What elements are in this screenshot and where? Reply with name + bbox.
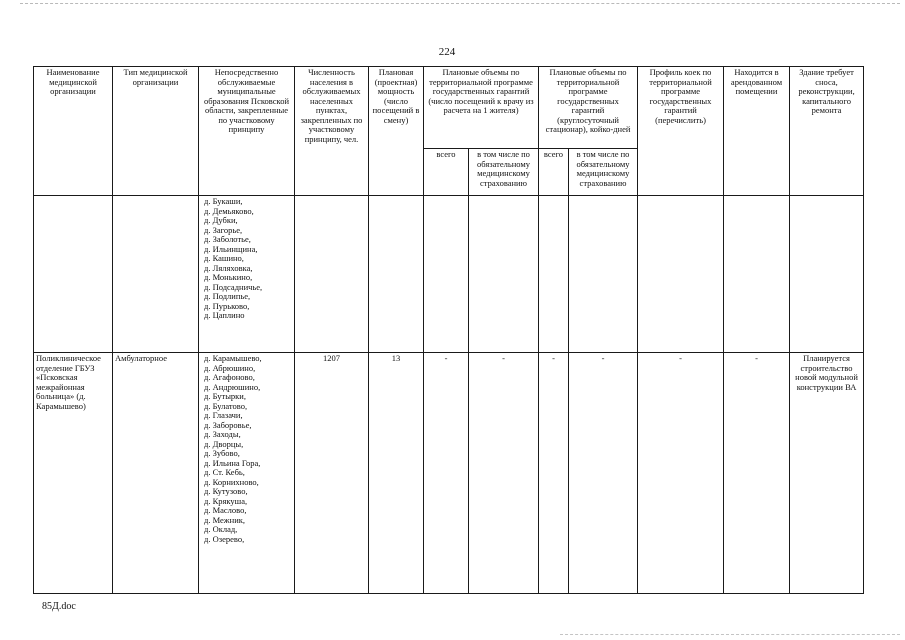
header-org-type: Тип медицинской организации <box>113 67 199 196</box>
cell-villages: д. Букаши, д. Демьяково, д. Дубки, д. Загорье, д. Заболотье, д. Ильинщина, д. Кашино, д. Ляляховка, д. Монькино, д. Подсадничье, д. Подлипье, д. Пурьково, д. Цаплино <box>199 196 295 353</box>
cell-org-name: Поликлиническое отделение ГБУЗ «Псковская межрайонная больница» (д. Карамышево) <box>34 353 113 594</box>
header-municipal: Непосредственно обслуживаемые муниципальные образования Псковской области, закрепленные по участковому принципу <box>199 67 295 196</box>
medical-organizations-table <box>33 66 864 594</box>
header-visits-total: всего <box>424 149 469 196</box>
cell-visits-oms <box>469 196 539 353</box>
table-row <box>34 196 864 353</box>
cell-bed-profile: - <box>638 353 724 594</box>
header-building: Здание требует сноса, реконструкции, капитального ремонта <box>790 67 864 196</box>
cell-bed-profile <box>638 196 724 353</box>
footer-filename: 85Д.doc <box>42 601 76 612</box>
scan-edge-bottom <box>560 634 900 635</box>
cell-visits-total: - <box>424 353 469 594</box>
cell-org-type: Амбулаторное <box>113 353 199 594</box>
cell-beds-oms <box>569 196 638 353</box>
header-planned-visits: Плановые объемы по территориальной программе государственных гарантий (число посещений к врачу из расчета на 1 жителя) <box>424 67 539 149</box>
cell-capacity <box>369 196 424 353</box>
header-bed-profile: Профиль коек по территориальной программе государственных гарантий (перечислить) <box>638 67 724 196</box>
cell-visits-total <box>424 196 469 353</box>
cell-building <box>790 196 864 353</box>
header-population: Численность населения в обслуживаемых населенных пунктах, закрепленных по участковому принципу, чел. <box>295 67 369 196</box>
cell-population: 1207 <box>295 353 369 594</box>
cell-rented: - <box>724 353 790 594</box>
cell-building: Планируется строительство новой модульной конструкции ВА <box>790 353 864 594</box>
scan-edge-top <box>20 3 900 4</box>
header-org-name: Наименование медицинской организации <box>34 67 113 196</box>
cell-visits-oms: - <box>469 353 539 594</box>
cell-rented <box>724 196 790 353</box>
header-beds-total: всего <box>539 149 569 196</box>
cell-beds-oms: - <box>569 353 638 594</box>
cell-population <box>295 196 369 353</box>
page-number: 224 <box>438 46 456 58</box>
header-row-main <box>34 67 864 149</box>
cell-capacity: 13 <box>369 353 424 594</box>
cell-org-name <box>34 196 113 353</box>
table-row <box>34 353 864 594</box>
cell-villages: д. Карамышево, д. Абрюшино, д. Агафоново, д. Андрюшино, д. Бутырки, д. Булатово, д. Глазачи, д. Заборовье, д. Заходы, д. Дворцы, д. Зубово, д. Ильина Гора, д. Ст. Кебь, д. Корнихново, д. Кутузово, д. Крякуша, д. Маслово, д. Межник, д. Оклад, д. Озерево, <box>199 353 295 594</box>
cell-org-type <box>113 196 199 353</box>
cell-beds-total <box>539 196 569 353</box>
header-rented: Находится в арендованном помещении <box>724 67 790 196</box>
header-planned-beds: Плановые объемы по территориальной программе государственных гарантий (круглосуточный стационар), койко-дней <box>539 67 638 149</box>
header-visits-oms: в том числе по обязательному медицинскому страхованию <box>469 149 539 196</box>
cell-beds-total: - <box>539 353 569 594</box>
header-beds-oms: в том числе по обязательному медицинскому страхованию <box>569 149 638 196</box>
header-capacity: Плановая (проектная) мощность (число посещений в смену) <box>369 67 424 196</box>
